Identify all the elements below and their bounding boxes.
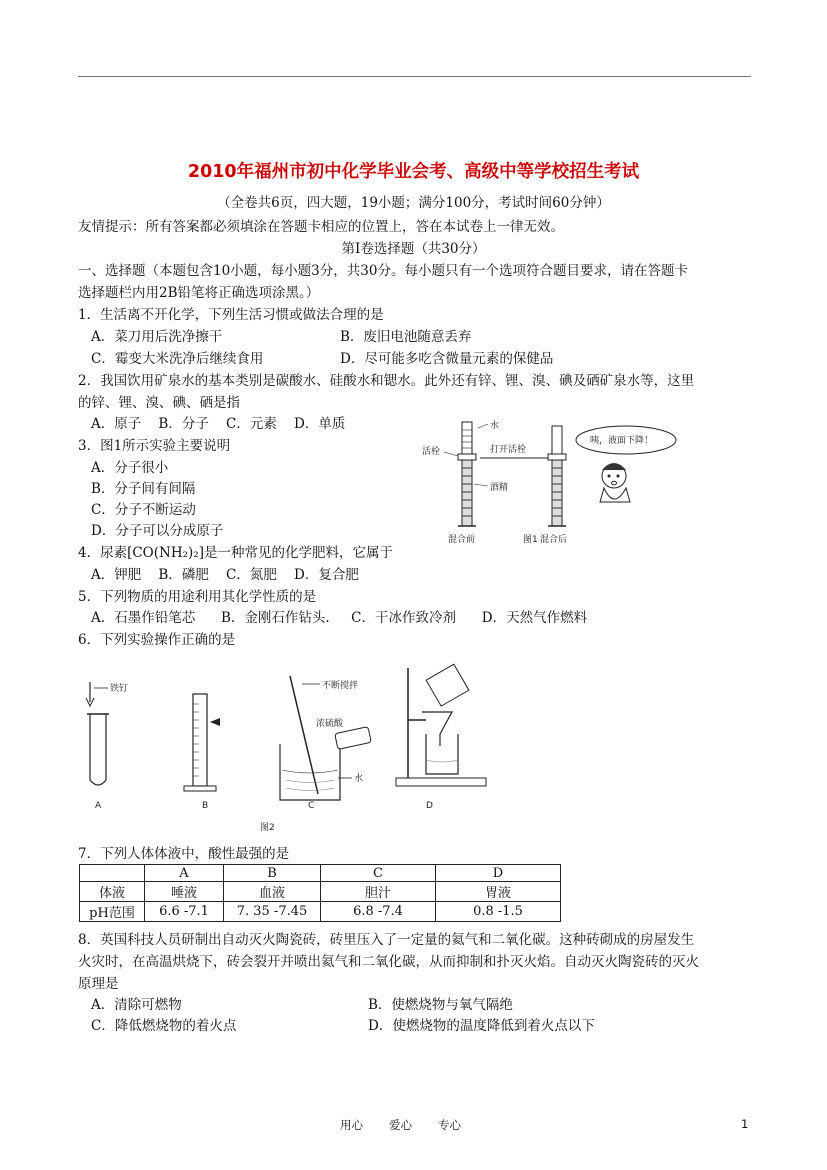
q8-option-d: D．使燃烧物的温度降低到着火点以下 (368, 1018, 595, 1034)
q4-stem: 4．尿素[CO(NH₂)₂]是一种常见的化学肥料，它属于 (78, 545, 393, 561)
fig2-label-acid: 浓硫酸 (316, 719, 344, 729)
table-cell: C (321, 865, 436, 882)
q3-stem: 3．图1所示实验主要说明 (78, 438, 231, 454)
q1-option-d: D．尽可能多吃含微量元素的保健品 (340, 351, 554, 367)
exam-tip: 友情提示：所有答案都必须填涂在答题卡相应的位置上，答在本试卷上一律无效。 (78, 219, 564, 235)
q8-option-b: B．使燃烧物与氧气隔绝 (368, 997, 513, 1013)
footer-text-1: 用心 (340, 1118, 363, 1132)
q1-option-b: B．废旧电池随意丢弃 (340, 329, 472, 345)
q3-option-d: D．分子可以分成原子 (91, 523, 224, 539)
valve-left (458, 454, 476, 460)
table-cell (80, 865, 145, 882)
q8-option-c: C．降低燃烧物的着火点 (91, 1018, 237, 1034)
table-cell: pH范围 (80, 902, 145, 922)
fig2-label-a: A (95, 801, 102, 811)
section-intro-2: 选择题栏内用2B铅笔将正确选项涂黑。） (78, 285, 320, 301)
beaker-icon (280, 744, 340, 800)
table-row (80, 865, 561, 882)
fig1-label-alcohol: 酒精 (490, 483, 509, 493)
fig2-caption: 图2 (260, 823, 275, 833)
fig2-label-nail: 铁钉 (110, 684, 129, 694)
fig2-label-water: 水 (354, 774, 364, 784)
table-cell: 7. 35 -7.45 (224, 902, 321, 922)
table-cell: B (224, 865, 321, 882)
table-row (80, 882, 561, 902)
section-intro-1: 一、选择题（本题包含10小题，每小题3分，共30分。每小题只有一个选项符合题目要求，请在答题卡 (78, 263, 688, 279)
q8-stem-3: 原理是 (78, 976, 119, 992)
fig1-label-before: 混合前 (448, 535, 476, 545)
tube-after-top (552, 426, 562, 456)
q1-option-c: C．霉变大米洗净后继续食用 (91, 351, 264, 367)
q7-stem: 7．下列人体体液中，酸性最强的是 (78, 846, 290, 862)
footer-text-2: 爱心 (389, 1118, 412, 1132)
exam-subtitle: （全卷共6页，四大题，19小题；满分100分，考试时间60分钟） (217, 195, 610, 211)
eye-icon (210, 718, 220, 726)
q8-stem-2: 火灾时，在高温烘烧下，砖会裂开并喷出氦气和二氧化碳，从而抑制和扑灭火焰。自动灭火陶瓷砖的灭火 (78, 954, 699, 970)
q1-option-a: A．菜刀用后洗净擦干 (91, 329, 223, 345)
table-cell: D (436, 865, 561, 882)
q8-option-a: A．清除可燃物 (91, 997, 182, 1013)
figure-1-diffusion-experiment (418, 418, 688, 546)
table-cell: 胆汁 (321, 882, 436, 902)
fig2-label-b: B (202, 801, 209, 811)
q3-option-c: C．分子不断运动 (91, 502, 196, 518)
fig1-speech: 咦，液面下降！ (590, 436, 654, 446)
fig1-label-open: 打开活栓 (490, 445, 527, 455)
q3-option-a: A．分子很小 (91, 460, 169, 476)
graduated-cylinder-icon (193, 694, 207, 786)
header-rule (78, 76, 751, 77)
table-cell: 6.6 -7.1 (145, 902, 224, 922)
section-heading: 第Ⅰ卷选择题（共30分） (341, 241, 486, 257)
table-cell: 血液 (224, 882, 321, 902)
q2-options: A．原子 B．分子 C．元素 D．单质 (91, 416, 346, 432)
table-row (80, 902, 561, 922)
reagent-bottle-icon (335, 727, 372, 750)
fig1-label-valve: 活栓 (422, 447, 441, 457)
q2-stem-2: 的锌、锂、溴、碘、硒是指 (78, 395, 240, 411)
table-cell: 胃液 (436, 882, 561, 902)
table-cell: 6.8 -7.4 (321, 902, 436, 922)
pouring-beaker-icon (426, 664, 469, 706)
receiving-beaker-icon (426, 734, 458, 774)
figure-2-lab-operations (80, 660, 500, 838)
child-body-icon (600, 488, 630, 502)
glass-rod-icon (290, 676, 318, 794)
q8-stem-1: 8．英国科技人员研制出自动灭火陶瓷砖，砖里压入了一定量的氦气和二氧化碳。这种砖砌成的房屋发生 (78, 932, 695, 948)
table-cell: A (145, 865, 224, 882)
table-cell: 0.8 -1.5 (436, 902, 561, 922)
tube-water-before (462, 422, 472, 456)
exam-title: 2010年福州市初中化学毕业会考、高级中等学校招生考试 (187, 162, 640, 182)
fig1-label-after: 混合后 (540, 535, 568, 545)
q2-stem-1: 2．我国饮用矿泉水的基本类别是碳酸水、硅酸水和锶水。此外还有锌、锂、溴、碘及硒矿泉水等，这里 (78, 373, 695, 389)
table-cell: 唾液 (145, 882, 224, 902)
valve-right (548, 454, 566, 460)
fig1-label-water: 水 (490, 421, 500, 431)
q1-stem: 1．生活离不开化学，下列生活习惯或做法合理的是 (78, 307, 384, 323)
q5-options: A．石墨作铅笔芯 B．金刚石作钻头. C．干冰作致冷剂 D．天然气作燃料 (91, 610, 588, 626)
page-number: 1 (741, 1117, 749, 1131)
fig2-label-stir: 不断搅拌 (322, 681, 359, 691)
fig1-caption: 图1 (523, 535, 538, 545)
q5-stem: 5．下列物质的用途利用其化学性质的是 (78, 589, 317, 605)
q3-option-b: B．分子间有间隔 (91, 481, 196, 497)
footer-text-3: 专心 (438, 1118, 461, 1132)
table-cell: 体液 (80, 882, 145, 902)
fig2-label-d: D (426, 801, 433, 811)
q4-options: A．钾肥 B．磷肥 C．氮肥 D．复合肥 (91, 567, 359, 583)
test-tube-icon (90, 714, 106, 785)
q6-stem: 6．下列实验操作正确的是 (78, 632, 236, 648)
ph-table (79, 864, 561, 922)
fig2-label-c: C (308, 801, 315, 811)
